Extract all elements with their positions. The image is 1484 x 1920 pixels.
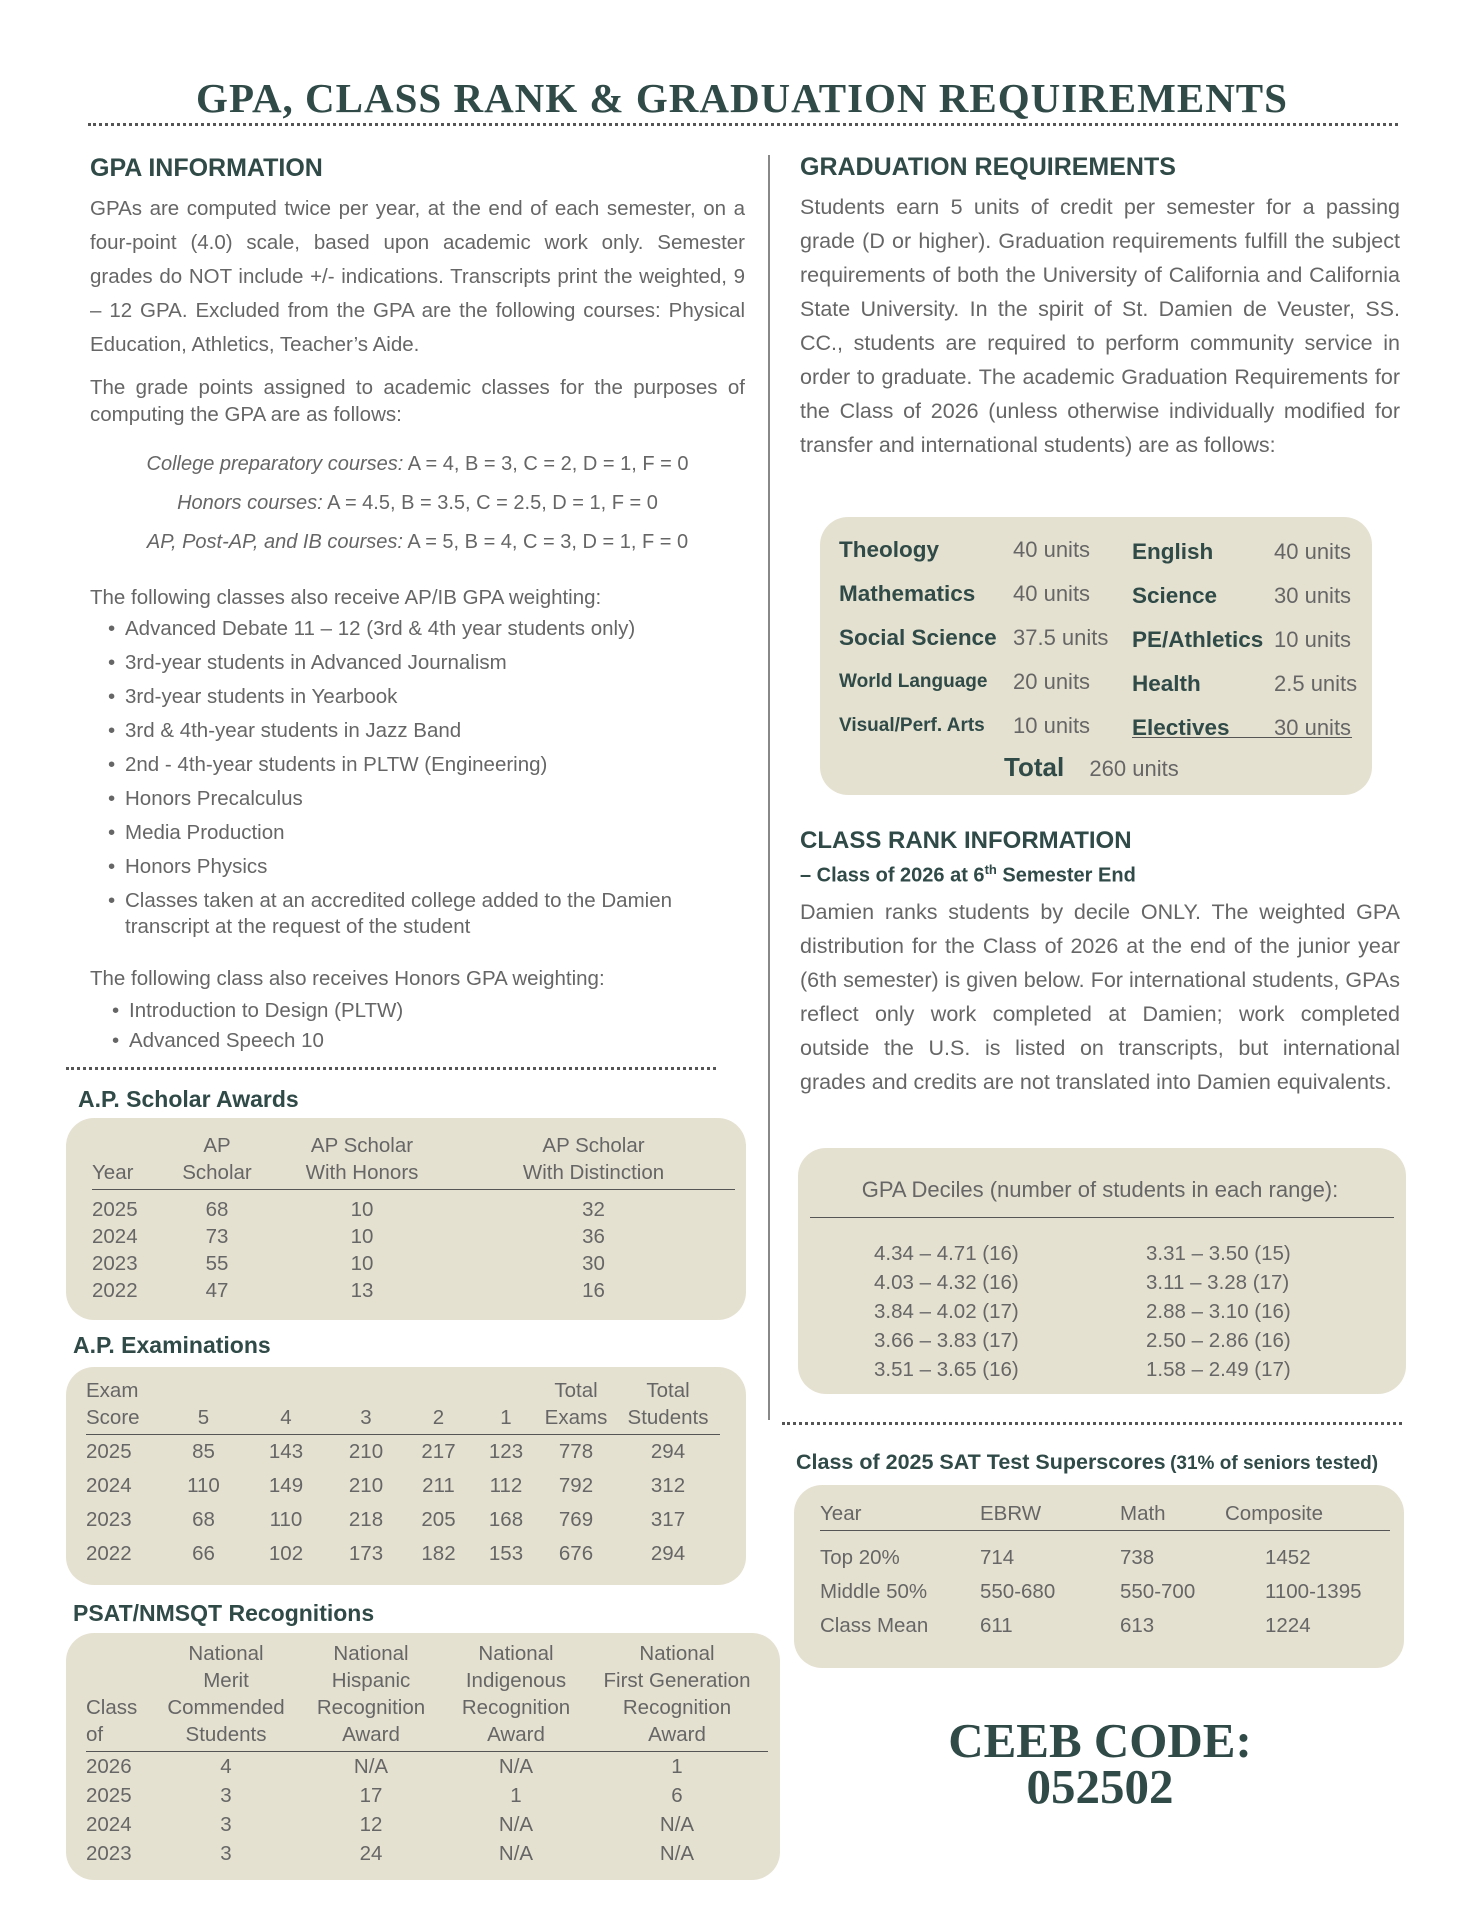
ap-exams-cell: 294	[650, 1542, 686, 1565]
requirement-row	[839, 704, 1119, 748]
requirement-subject: Health	[1132, 671, 1201, 696]
ap-exams-cell: 778	[558, 1440, 594, 1463]
ap-exams-cell: 792	[558, 1474, 594, 1497]
deciles-left-column	[874, 1239, 1019, 1384]
ap-exams-cell: 110	[269, 1508, 303, 1531]
psat-header-cell: National Hispanic Recognition Award	[296, 1640, 446, 1752]
psat-cell: 3	[220, 1841, 232, 1865]
psat-header-cell: National Indigenous Recognition Award	[446, 1640, 586, 1752]
sat-header-cell: Year	[820, 1500, 980, 1531]
left-divider	[66, 1067, 716, 1070]
ap-exams-cell: 2022	[86, 1542, 132, 1565]
ap-scholar-heading: A.P. Scholar Awards	[78, 1086, 299, 1112]
deciles-title: GPA Deciles (number of students in each range):	[861, 1177, 1339, 1202]
ap-exams-cell: 2023	[86, 1508, 132, 1531]
sat-row	[820, 1609, 1390, 1643]
requirement-subject: Theology	[839, 537, 939, 562]
ap-exams-cell: 317	[650, 1508, 686, 1531]
psat-cell: 12	[359, 1812, 383, 1836]
sat-cell: 1452	[1265, 1546, 1311, 1569]
decile-range: 3.31 – 3.50 (15)	[1146, 1242, 1291, 1265]
psat-heading: PSAT/NMSQT Recognitions	[73, 1600, 375, 1626]
ap-exams-row	[86, 1537, 720, 1571]
psat-header-cell: National Merit Commended Students	[156, 1640, 296, 1752]
ap-scholar-cell: 2025	[92, 1197, 138, 1221]
sat-cell: Class Mean	[820, 1614, 929, 1637]
sat-heading: Class of 2025 SAT Test Superscores	[796, 1450, 1166, 1474]
psat-cell: N/A	[353, 1754, 389, 1778]
ap-exams-cell: 217	[421, 1440, 456, 1463]
sat-cell: 738	[1120, 1546, 1155, 1569]
ap-scholar-header-cell: AP Scholar With Honors	[272, 1132, 452, 1190]
psat-cell: 6	[671, 1783, 683, 1807]
requirements-right-column	[1132, 530, 1362, 750]
rank-sub-sup: th	[984, 862, 997, 877]
requirement-subject: PE/Athletics	[1132, 627, 1264, 652]
honors-list-item: • Advanced Speech 10	[94, 1028, 694, 1054]
ceeb-label: CEEB CODE:	[948, 1713, 1252, 1768]
ap-exams-header-cell: 1	[476, 1377, 536, 1435]
rank-sub-suffix: Semester End	[996, 864, 1136, 887]
gpa-paragraph-1: GPAs are computed twice per year, at the end of each semester, on a four-point (4.0) scale, based upon academic work only. Semester grades do NOT include +/- indications. Transcripts print the weighted, 9 – 12 GPA. Excluded from the GPA are the following courses: Physical Education, Athletics, Teacher’s Aide.	[90, 197, 745, 356]
sat-header-cell: EBRW	[980, 1500, 1120, 1531]
requirement-subject: Visual/Perf. Arts	[839, 715, 985, 736]
deciles-rule	[810, 1217, 1394, 1218]
requirement-units: 10 units	[1274, 627, 1352, 652]
requirement-units: 2.5 units	[1274, 671, 1358, 696]
ap-exams-cell: 112	[489, 1474, 523, 1497]
ap-exams-cell: 312	[650, 1474, 686, 1497]
decile-range: 4.03 – 4.32 (16)	[874, 1271, 1019, 1294]
ap-exams-cell: 173	[348, 1542, 384, 1565]
apib-intro: The following classes also receive AP/IB GPA weighting:	[90, 586, 602, 609]
honors-intro: The following class also receives Honors GPA weighting:	[90, 967, 605, 990]
requirement-units: 30 units	[1274, 715, 1352, 740]
ap-scholar-cell: 13	[350, 1278, 374, 1302]
requirement-subject: English	[1132, 539, 1214, 564]
psat-cell: 2024	[86, 1812, 132, 1836]
ap-exams-cell: 102	[268, 1542, 304, 1565]
apib-weighted-list	[90, 616, 690, 948]
sat-cell: Middle 50%	[820, 1580, 928, 1603]
requirement-row	[839, 528, 1119, 572]
ap-exams-cell: 68	[192, 1508, 215, 1531]
honors-weighted-list	[94, 998, 694, 1058]
ap-scholar-cell: 10	[350, 1197, 374, 1221]
ap-scholar-cell: 30	[582, 1251, 605, 1275]
honors-list-item: • Introduction to Design (PLTW)	[94, 998, 694, 1024]
psat-row	[86, 1752, 768, 1782]
ap-exams-heading: A.P. Examinations	[73, 1332, 271, 1358]
ap-exams-cell: 211	[422, 1474, 455, 1497]
apib-list-item: • 2nd - 4th-year students in PLTW (Engineering)	[90, 752, 690, 778]
requirement-units: 40 units	[1274, 539, 1352, 564]
psat-cell: N/A	[498, 1754, 534, 1778]
requirement-subject: Social Science	[839, 625, 997, 650]
ap-scholar-row	[92, 1277, 735, 1304]
psat-cell: N/A	[659, 1812, 695, 1836]
decile-range: 3.51 – 3.65 (16)	[874, 1358, 1019, 1381]
requirement-row	[1132, 574, 1362, 618]
psat-cell: 2023	[86, 1841, 132, 1865]
psat-cell: 1	[510, 1783, 522, 1807]
scale-honors	[90, 492, 745, 515]
ap-scholar-cell: 73	[205, 1224, 229, 1248]
ap-scholar-cell: 2023	[92, 1251, 138, 1275]
ap-exams-cell: 2024	[86, 1474, 132, 1497]
ap-exams-row	[86, 1435, 720, 1470]
psat-cell: N/A	[498, 1812, 534, 1836]
right-divider	[782, 1422, 1402, 1425]
rank-paragraph: Damien ranks students by decile ONLY. The weighted GPA distribution for the Class of 2026 at the end of the junior year (6th semester) is given below. For international students, GPAs reflect only work completed at Damien; work completed outside the U.S. is listed on transcripts, but international grades and credits are not translated into Damien equivalents.	[800, 900, 1400, 1094]
psat-cell: 4	[220, 1754, 232, 1778]
total-label: Total	[1004, 752, 1065, 782]
page-title: GPA, CLASS RANK & GRADUATION REQUIREMENTS	[196, 75, 1288, 121]
ap-scholar-row	[92, 1250, 735, 1277]
scale-label: AP, Post-AP, and IB courses:	[146, 531, 403, 553]
scale-value: A = 4.5, B = 3.5, C = 2.5, D = 1, F = 0	[322, 492, 658, 514]
ap-exams-header-cell: 4	[241, 1377, 331, 1435]
psat-cell: 3	[220, 1783, 232, 1807]
requirement-row	[839, 616, 1119, 660]
ap-exams-row	[86, 1503, 720, 1537]
total-value: 260 units	[1089, 756, 1179, 781]
requirement-units: 40 units	[1013, 581, 1091, 606]
sat-cell: Top 20%	[820, 1546, 900, 1569]
rank-subheading	[800, 862, 1136, 888]
grad-heading: GRADUATION REQUIREMENTS	[800, 153, 1176, 181]
ap-exams-cell: 218	[348, 1508, 384, 1531]
psat-row	[86, 1781, 768, 1810]
apib-list-item: • Honors Precalculus	[90, 786, 690, 812]
requirements-total-rule	[1132, 737, 1352, 738]
ap-exams-cell: 182	[421, 1542, 456, 1565]
ap-exams-cell: 143	[268, 1440, 304, 1463]
sat-cell: 1224	[1265, 1614, 1311, 1637]
apib-list-item: • Classes taken at an accredited college added to the Damien transcript at the request of the student	[90, 888, 690, 940]
ap-scholar-table	[92, 1132, 735, 1304]
requirement-units: 20 units	[1013, 669, 1091, 694]
grad-paragraph: Students earn 5 units of credit per semester for a passing grade (D or higher). Graduation requirements fulfill the subject requirements of both the University of California and California State University. In the spirit of St. Damien de Veuster, SS. CC., students are required to perform community service in order to graduate. The academic Graduation Requirements for the Class of 2026 (unless otherwise individually modified for transfer and international students) are as follows:	[800, 195, 1400, 457]
sat-header-cell: Math	[1120, 1500, 1225, 1531]
psat-cell: 2026	[86, 1754, 132, 1778]
psat-cell: 17	[359, 1783, 383, 1807]
sat-cell: 550-700	[1120, 1580, 1196, 1603]
ap-scholar-row	[92, 1223, 735, 1250]
deciles-right-column	[1146, 1239, 1291, 1384]
ap-exams-header-cell: Exam Score	[86, 1377, 166, 1435]
requirement-units: 10 units	[1013, 713, 1091, 738]
scale-value: A = 5, B = 4, C = 3, D = 1, F = 0	[402, 531, 689, 553]
rank-heading: CLASS RANK INFORMATION	[800, 827, 1132, 854]
psat-cell: 2025	[86, 1783, 132, 1807]
ap-exams-cell: 210	[348, 1440, 384, 1463]
ap-scholar-cell: 47	[205, 1278, 229, 1302]
ap-exams-cell: 168	[488, 1508, 524, 1531]
psat-table	[86, 1640, 768, 1868]
rank-sub-prefix: – Class of 2026 at 6	[800, 864, 985, 887]
ap-scholar-cell: 55	[205, 1251, 229, 1275]
column-divider	[768, 155, 770, 1420]
ap-scholar-cell: 68	[205, 1197, 229, 1221]
psat-header-cell: National First Generation Recognition Award	[586, 1640, 768, 1752]
requirement-subject: Science	[1132, 583, 1218, 608]
psat-row	[86, 1810, 768, 1839]
ap-exams-cell: 294	[650, 1440, 686, 1463]
decile-range: 2.88 – 3.10 (16)	[1146, 1300, 1291, 1323]
decile-range: 3.84 – 4.02 (17)	[874, 1300, 1019, 1323]
sat-note: (31% of seniors tested)	[1170, 1453, 1379, 1474]
ap-exams-table	[86, 1377, 720, 1571]
ap-scholar-cell: 2024	[92, 1224, 138, 1248]
requirement-row	[1132, 618, 1362, 662]
psat-cell: N/A	[498, 1841, 534, 1865]
decile-range: 1.58 – 2.49 (17)	[1146, 1358, 1291, 1381]
ap-scholar-cell: 36	[582, 1224, 605, 1248]
ap-exams-header-cell: 2	[401, 1377, 476, 1435]
requirement-row	[839, 572, 1119, 616]
apib-list-item: • 3rd-year students in Yearbook	[90, 684, 690, 710]
ceeb-code	[900, 1713, 1300, 1814]
ap-exams-header-cell: Total Students	[616, 1377, 720, 1435]
ap-scholar-row	[92, 1190, 735, 1224]
requirement-units: 40 units	[1013, 537, 1091, 562]
ap-exams-cell: 2025	[86, 1440, 132, 1463]
scale-ap-ib	[90, 531, 745, 554]
scale-value: A = 4, B = 3, C = 2, D = 1, F = 0	[403, 453, 689, 475]
requirement-subject: Mathematics	[839, 581, 976, 606]
gpa-heading: GPA INFORMATION	[90, 154, 323, 182]
requirement-row	[839, 660, 1119, 704]
requirement-subject: Electives	[1132, 715, 1230, 740]
ap-exams-row	[86, 1469, 720, 1503]
requirement-row	[1132, 662, 1362, 706]
sat-header-cell: Composite	[1225, 1500, 1390, 1531]
sat-cell: 550-680	[980, 1580, 1056, 1603]
apib-list-item: • 3rd & 4th-year students in Jazz Band	[90, 718, 690, 744]
apib-list-item: • Media Production	[90, 820, 690, 846]
ap-exams-header-cell: 5	[166, 1377, 241, 1435]
sat-cell: 714	[980, 1546, 1015, 1569]
ap-exams-cell: 210	[348, 1474, 384, 1497]
psat-cell: 1	[671, 1754, 683, 1778]
requirements-total	[1004, 752, 1179, 783]
ap-scholar-cell: 16	[582, 1278, 605, 1302]
ap-scholar-header-cell: AP Scholar	[162, 1132, 272, 1190]
scale-college-prep	[90, 453, 745, 476]
ap-exams-cell: 85	[192, 1440, 215, 1463]
ap-exams-header-cell: Total Exams	[536, 1377, 616, 1435]
ap-exams-cell: 676	[558, 1542, 594, 1565]
ap-scholar-cell: 10	[350, 1251, 374, 1275]
ap-exams-header-cell: 3	[331, 1377, 401, 1435]
sat-cell: 613	[1120, 1614, 1155, 1637]
psat-cell: 3	[220, 1812, 232, 1836]
ap-exams-cell: 66	[192, 1542, 215, 1565]
sat-cell: 611	[980, 1614, 1013, 1637]
decile-range: 3.66 – 3.83 (17)	[874, 1329, 1019, 1352]
requirement-row	[1132, 706, 1362, 750]
ceeb-number: 052502	[1026, 1759, 1174, 1814]
apib-list-item: • 3rd-year students in Advanced Journalism	[90, 650, 690, 676]
psat-cell: 24	[359, 1841, 383, 1865]
requirement-units: 37.5 units	[1013, 625, 1109, 650]
scale-label: Honors courses:	[177, 492, 323, 514]
apib-list-item: • Honors Physics	[90, 854, 690, 880]
requirement-row	[1132, 530, 1362, 574]
apib-list-item: • Advanced Debate 11 – 12 (3rd & 4th year students only)	[90, 616, 690, 642]
title-divider	[88, 123, 1398, 126]
requirement-units: 30 units	[1274, 583, 1352, 608]
ap-exams-cell: 110	[187, 1474, 220, 1497]
gpa-paragraph-2: The grade points assigned to academic classes for the purposes of computing the GPA are as follows:	[90, 376, 745, 426]
ap-exams-cell: 123	[488, 1440, 524, 1463]
sat-row	[820, 1531, 1390, 1576]
sat-heading-line	[796, 1450, 1378, 1475]
ap-scholar-header-cell: AP Scholar With Distinction	[452, 1132, 735, 1190]
ap-exams-cell: 769	[558, 1508, 594, 1531]
ap-exams-cell: 149	[268, 1474, 304, 1497]
ap-scholar-header-cell: Year	[92, 1132, 162, 1190]
decile-range: 4.34 – 4.71 (16)	[874, 1242, 1019, 1265]
decile-range: 2.50 – 2.86 (16)	[1146, 1329, 1291, 1352]
ap-scholar-cell: 32	[582, 1197, 605, 1221]
psat-cell: N/A	[659, 1841, 695, 1865]
sat-cell: 1100-1395	[1265, 1580, 1362, 1603]
sat-table	[820, 1500, 1390, 1643]
ap-exams-cell: 205	[421, 1508, 456, 1531]
psat-header-cell: Class of	[86, 1640, 156, 1752]
requirements-left-column	[839, 528, 1119, 748]
psat-row	[86, 1839, 768, 1868]
sat-row	[820, 1575, 1390, 1609]
scale-label: College preparatory courses:	[146, 453, 404, 475]
ap-scholar-cell: 10	[350, 1224, 374, 1248]
ap-exams-cell: 153	[488, 1542, 524, 1565]
requirement-subject: World Language	[839, 671, 988, 692]
ap-scholar-cell: 2022	[92, 1278, 138, 1302]
decile-range: 3.11 – 3.28 (17)	[1146, 1271, 1290, 1294]
